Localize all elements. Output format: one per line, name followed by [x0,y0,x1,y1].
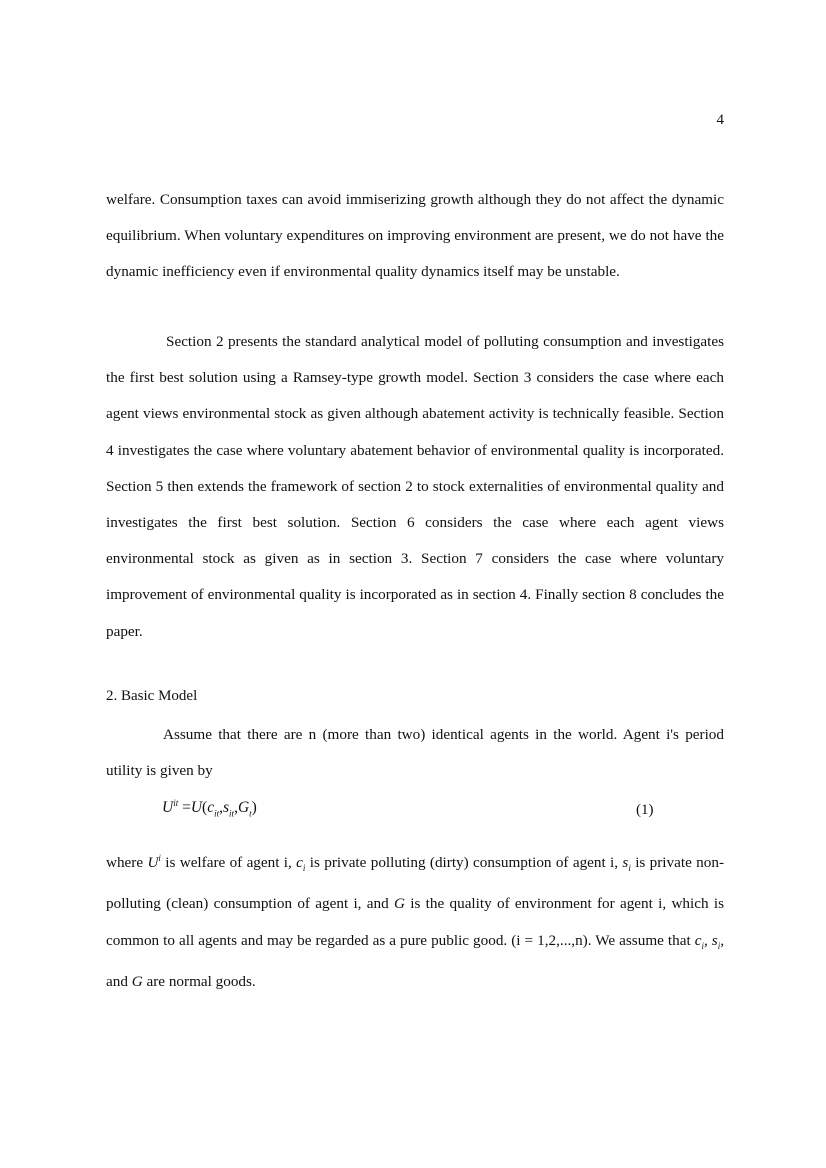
page-number: 4 [716,112,724,128]
intro-paragraph-2: Section 2 presents the standard analytical model of polluting consumption and investigates the first best solution using a Ramsey-type growth model. Section 3 considers the case where each agent views environmental stock as given although abatement activity is technically feasible. Section 4 investigates the case where voluntary abatement behavior of environmental quality is incorporated. Section 5 then extends the framework of section 2 to stock externalities of environmental quality and investigates the first best solution. Section 6 considers the case where each agent views environmental stock as given as in section 3. Section 7 considers the case where voluntary improvement of environmental quality is incorporated as in section 4. Finally section 8 concludes the paper. [106,333,724,640]
model-paragraph-1: Assume that there are n (more than two) identical agents in the world. Agent i's period utility is given by [106,726,724,780]
utility-equation: $U^{it} =U(c_{it},s_{it},G_t)$ [162,798,257,819]
intro-paragraph-1: welfare. Consumption taxes can avoid immiserizing growth although they do not affect the dynamic equilibrium. When voluntary expenditures on improving environment are present, we do not have the dynamic inefficiency even if environmental quality dynamics itself may be unstable. [106,191,724,281]
model-paragraph-2: where $U^i$ is welfare of agent i, $c_i$ is private polluting (dirty) consumption of agent i, $s_i$ is private non-polluting (clean) consumption of agent i, and G is the quality of environment for agent i, which is common to all agents and may be regarded as a pure public good. (i = 1,2,...,n). We assume that $c_i$, $s_i$, and G are normal goods. [106,853,725,990]
section-heading: 2. Basic Model [106,688,198,704]
equation-number: (1) [636,802,654,818]
